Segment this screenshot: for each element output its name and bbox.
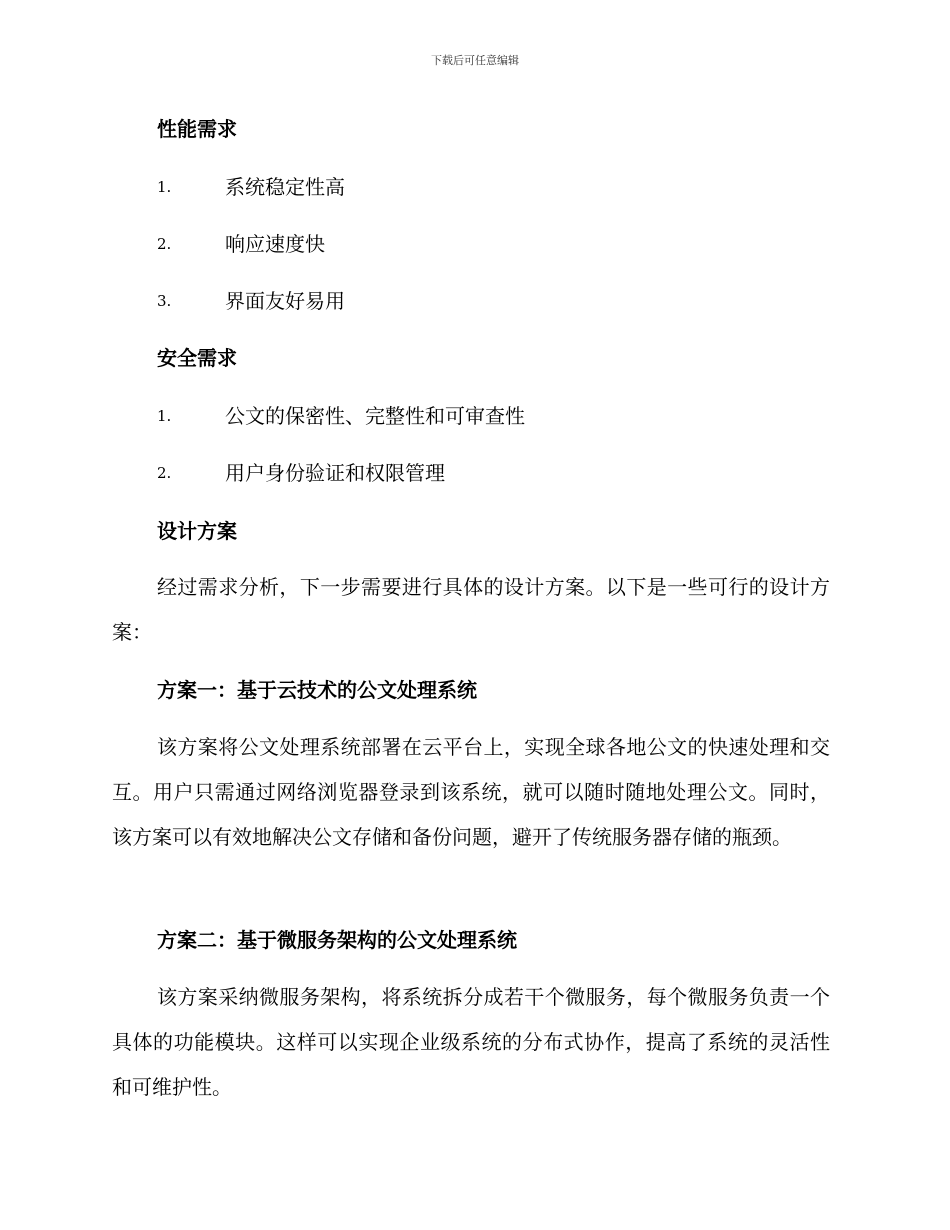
list-text: 公文的保密性、完整性和可审查性 [225, 404, 525, 428]
plan2-heading: 方案二：基于微服务架构的公文处理系统 [157, 928, 517, 952]
plan2-paragraph: 该方案采纳微服务架构，将系统拆分成若干个微服务，每个微服务负责一个具体的功能模块。这样可以实现企业级系统的分布式协作，提高了系统的灵活性和可维护性。 [112, 985, 830, 1099]
list-number: 3. [157, 292, 172, 310]
performance-list-item [157, 174, 857, 200]
list-number: 1. [157, 407, 172, 425]
performance-heading: 性能需求 [157, 117, 237, 141]
list-text: 用户身份验证和权限管理 [225, 461, 445, 485]
performance-list-item [157, 231, 857, 257]
list-number: 2. [157, 235, 172, 253]
security-heading: 安全需求 [157, 346, 237, 370]
performance-list-item [157, 288, 857, 314]
security-list-item [157, 403, 857, 429]
plan1-heading: 方案一：基于云技术的公文处理系统 [157, 678, 477, 702]
design-intro-paragraph: 经过需求分析，下一步需要进行具体的设计方案。以下是一些可行的设计方案： [112, 575, 830, 644]
list-text: 系统稳定性高 [225, 175, 345, 199]
list-number: 1. [157, 178, 172, 196]
list-number: 2. [157, 464, 172, 482]
plan1-paragraph: 该方案将公文处理系统部署在云平台上，实现全球各地公文的快速处理和交互。用户只需通过网络浏览器登录到该系统，就可以随时随地处理公文。同时，该方案可以有效地解决公文存储和备份问题，避开了传统服务器存储的瓶颈。 [112, 735, 830, 849]
list-text: 界面友好易用 [225, 289, 345, 313]
security-list-item [157, 460, 857, 486]
design-heading: 设计方案 [157, 519, 237, 543]
page-header: 下载后可任意编辑 [431, 54, 519, 67]
list-text: 响应速度快 [225, 232, 325, 256]
